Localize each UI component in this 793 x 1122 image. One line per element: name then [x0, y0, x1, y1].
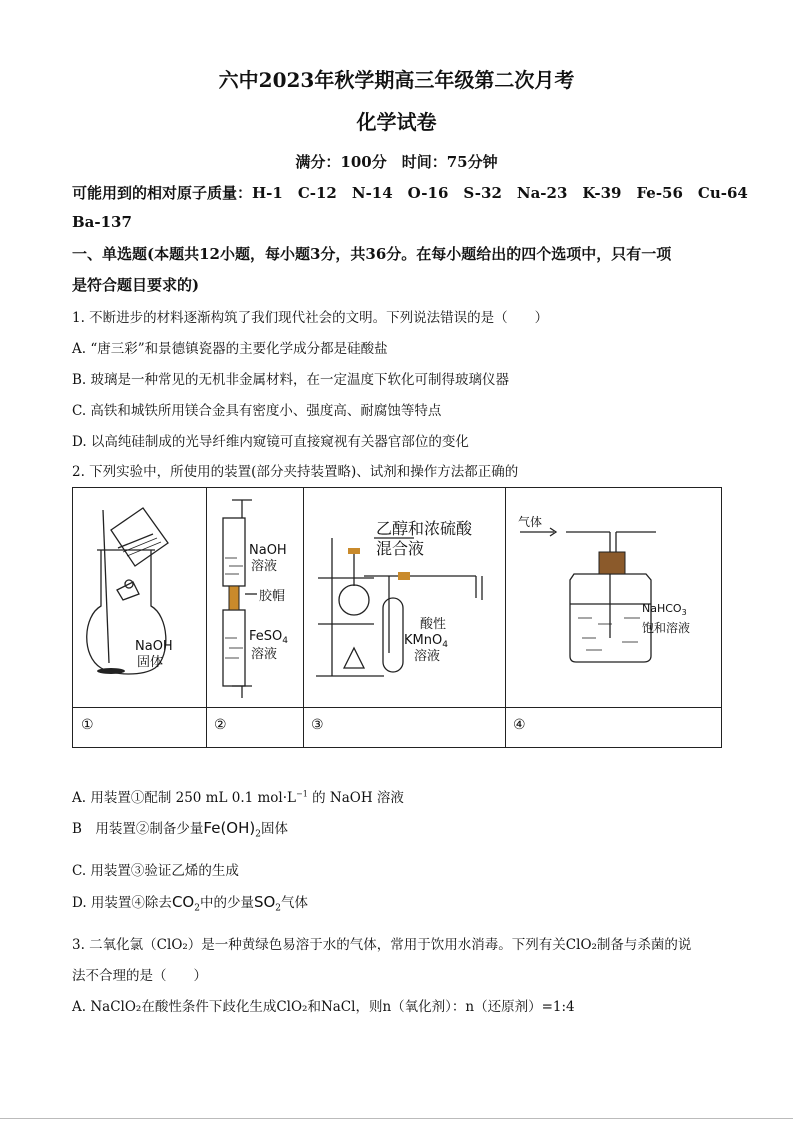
syringe-upper: [223, 518, 245, 586]
option-a-text: A. 用装置①配制 250 mL 0.1 mol·L: [72, 790, 297, 806]
apparatus-label-2: ②: [214, 717, 227, 733]
q1-stem: 1. 不断进步的材料逐渐构筑了我们现代社会的文明。下列说法错误的是（ ）: [72, 310, 549, 326]
exam-title: 六中2023年秋学期高三年级第二次月考: [218, 68, 575, 92]
syringe-label-naoh: NaOH: [249, 543, 287, 558]
option-b-text: B 用装置②制备少量: [72, 821, 204, 837]
apparatus-4-gas-washing-bottle: [506, 488, 721, 707]
glass-rod: [103, 510, 109, 663]
apparatus-table: [72, 487, 722, 748]
flask-label-mixture2: 混合液: [376, 539, 425, 558]
q1-option-a: A. “唐三彩”和景德镇瓷器的主要化学成分都是硅酸盐: [72, 341, 388, 357]
option-d-text: D. 用装置④除去: [72, 895, 172, 911]
option-d-co2-sub: 2: [194, 903, 200, 914]
bottle-label-nahco3: NaHCO$_3$: [642, 602, 687, 617]
gas-label: 气体: [518, 515, 543, 529]
q2-option-b: [72, 817, 288, 840]
q1-option-d: D. 以高纯硅制成的光导纤维内窥镜可直接窥视有关器官部位的变化: [72, 434, 469, 450]
apparatus-3-ethylene: [304, 488, 505, 707]
flask-label-naoh: NaOH: [135, 639, 173, 654]
atomic-masses-line2: Ba-137: [72, 213, 132, 231]
flask-label-solid: 固体: [137, 655, 164, 670]
rubber-cap: [229, 586, 239, 610]
option-d-so2-sub: 2: [275, 903, 282, 914]
option-b-sub: 2: [255, 829, 261, 840]
option-b-text2: 固体: [260, 821, 288, 837]
round-flask: [339, 585, 369, 615]
score-time: 满分：100分 时间：75分钟: [295, 153, 498, 171]
apparatus-2-syringes: [207, 488, 303, 707]
flask-label-mixture: 乙醇和浓硫酸: [376, 519, 473, 538]
tube-label-acidic: 酸性: [420, 617, 447, 632]
option-d-text3: 气体: [281, 895, 309, 911]
alcohol-lamp: [344, 648, 364, 668]
bottle-label-saturated: 饱和溶液: [642, 621, 691, 635]
atomic-masses-line1: 可能用到的相对原子质量：H-1 C-12 N-14 O-16 S-32 Na-23 K-39 Fe-56 Cu-64: [72, 184, 748, 202]
q2-stem: 2. 下列实验中，所使用的装置(部分夹持装置略)、试剂和操作方法都正确的: [72, 464, 519, 480]
option-a-sup: −1: [296, 789, 308, 799]
q2-option-c: C. 用装置③验证乙烯的生成: [72, 863, 239, 879]
syringe-label-cap: 胶帽: [259, 589, 286, 604]
q3-option-a: A. NaClO₂在酸性条件下歧化生成ClO₂和NaCl，则n（氧化剂）：n（还原剂）=1:4: [72, 999, 575, 1015]
table-divider: [73, 707, 721, 708]
section-heading-line2: 是符合题目要求的): [72, 276, 200, 294]
stopper: [599, 552, 625, 574]
syringe-label-feso4: FeSO$_4$: [249, 629, 288, 646]
apparatus-1-volumetric-flask: [73, 488, 206, 707]
section-heading-line1: 一、单选题(本题共12小题，每小题3分，共36分。在每小题给出的四个选项中，只有一项: [72, 245, 672, 263]
tube-label-kmno4: KMnO$_4$: [404, 633, 448, 650]
option-d-text2: 中的少量: [199, 895, 254, 911]
test-tube: [383, 598, 403, 672]
q2-option-a: [72, 786, 404, 806]
option-b-formula: Fe(OH): [203, 819, 256, 837]
syringe-label-solution: 溶液: [251, 559, 278, 574]
apparatus-label-3: ③: [311, 717, 324, 733]
apparatus-label-1: ①: [81, 717, 94, 733]
q2-option-d: [72, 891, 308, 914]
syringe-label-solution2: 溶液: [251, 647, 278, 662]
option-d-so2: SO: [253, 893, 276, 911]
option-d-co2: CO: [171, 893, 195, 911]
q1-option-b: B. 玻璃是一种常见的无机非金属材料，在一定温度下软化可制得玻璃仪器: [72, 372, 510, 388]
option-a-text2: 的 NaOH 溶液: [312, 790, 404, 806]
q3-stem-line2: 法不合理的是（ ）: [72, 968, 207, 984]
tube-label-solution: 溶液: [414, 649, 441, 664]
q3-stem-line1: 3. 二氧化氯（ClO₂）是一种黄绿色易溶于水的气体，常用于饮用水消毒。下列有关ClO₂制备与杀菌的说: [72, 937, 692, 953]
beaker: [111, 508, 168, 566]
page-bottom-rule: [0, 1118, 793, 1119]
exam-subtitle: 化学试卷: [356, 110, 437, 134]
q1-option-c: C. 高铁和城铁所用镁合金具有密度小、强度高、耐腐蚀等特点: [72, 403, 442, 419]
apparatus-label-4: ④: [513, 717, 526, 733]
